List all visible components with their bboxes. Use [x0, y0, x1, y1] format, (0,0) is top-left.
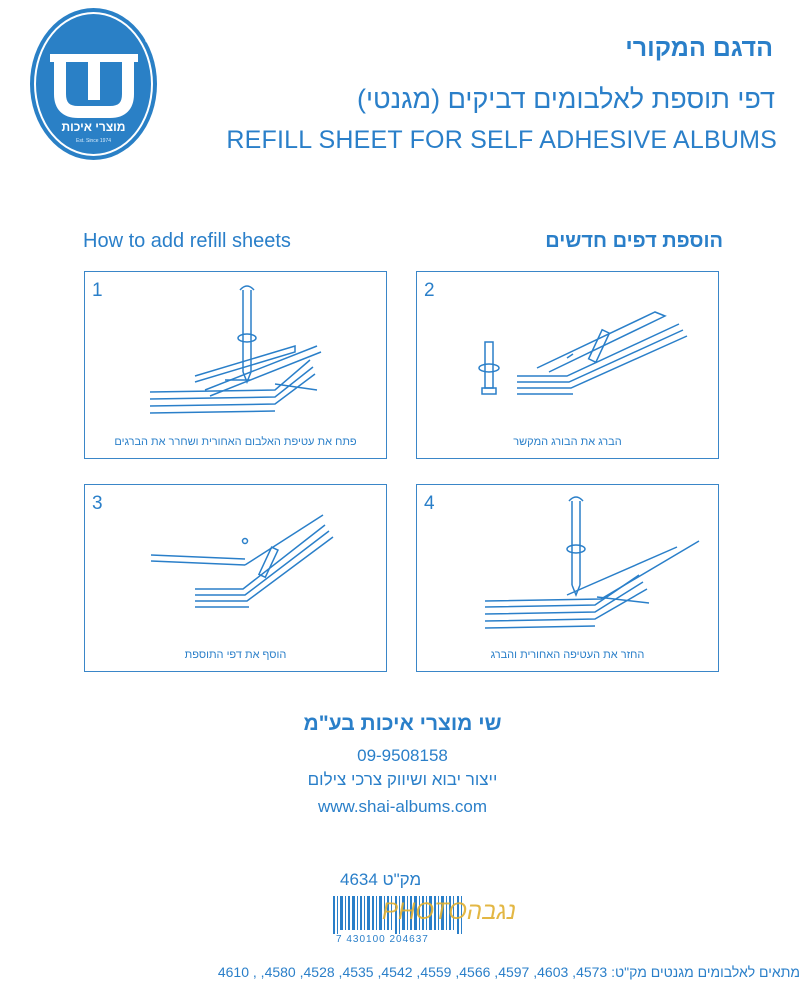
step-number: 3: [92, 493, 103, 514]
step-panel-1: [84, 271, 387, 459]
step-caption: הברג את הבורג המקשר: [513, 436, 622, 448]
screwdriver-open-illustration-icon: [85, 272, 388, 460]
step-panel-2: [416, 271, 719, 459]
registered-mark: ®: [145, 36, 151, 45]
step-number: 2: [424, 280, 435, 301]
step-caption: הוסף את דפי התוספת: [184, 649, 287, 661]
logo-name: מוצרי איכות: [61, 120, 126, 134]
brand-logo: [30, 8, 157, 160]
instructions-heading-he: הוספת דפים חדשים: [545, 230, 723, 252]
product-sku: מק"ט 4634: [340, 870, 422, 889]
step-panel-4: [416, 484, 719, 672]
screwdriver-close-illustration-icon: [417, 485, 720, 673]
company-website[interactable]: www.shai-albums.com: [317, 797, 488, 816]
watermark: נגבהPHOTO: [382, 898, 516, 925]
step-caption: פתח את עטיפת האלבום האחורית ושחרר את הברגים: [114, 436, 357, 448]
title-hebrew: דפי תוספת לאלבומים דביקים (מגנטי): [357, 84, 775, 114]
company-tagline: ייצור יבוא ושיווק צרכי צילום: [307, 770, 498, 789]
step-panel-3: [84, 484, 387, 672]
title-english: REFILL SHEET FOR SELF ADHESIVE ALBUMS: [226, 126, 777, 154]
instructions-heading-en: How to add refill sheets: [83, 230, 291, 252]
step-number: 4: [424, 493, 435, 514]
insert-sheets-illustration-icon: [85, 485, 388, 673]
step-number: 1: [92, 280, 103, 301]
logo-since: Est. Since 1974: [75, 138, 112, 144]
compatible-models: מתאים לאלבומים מגנטים מק"ט: 4573, 4603, 4597, 4566, 4559, 4542, 4535, 4528, 4580, , 4610: [217, 964, 800, 980]
company-phone: 09-9508158: [357, 746, 448, 765]
company-name: שי מוצרי איכות בע"מ: [303, 712, 502, 735]
barcode-digits: 7 430100 204637: [336, 934, 429, 945]
binding-screw-illustration-icon: [417, 272, 720, 460]
step-caption: החזר את העטיפה האחורית והברג: [490, 649, 645, 661]
original-model-label: הדגם המקורי: [625, 34, 773, 62]
